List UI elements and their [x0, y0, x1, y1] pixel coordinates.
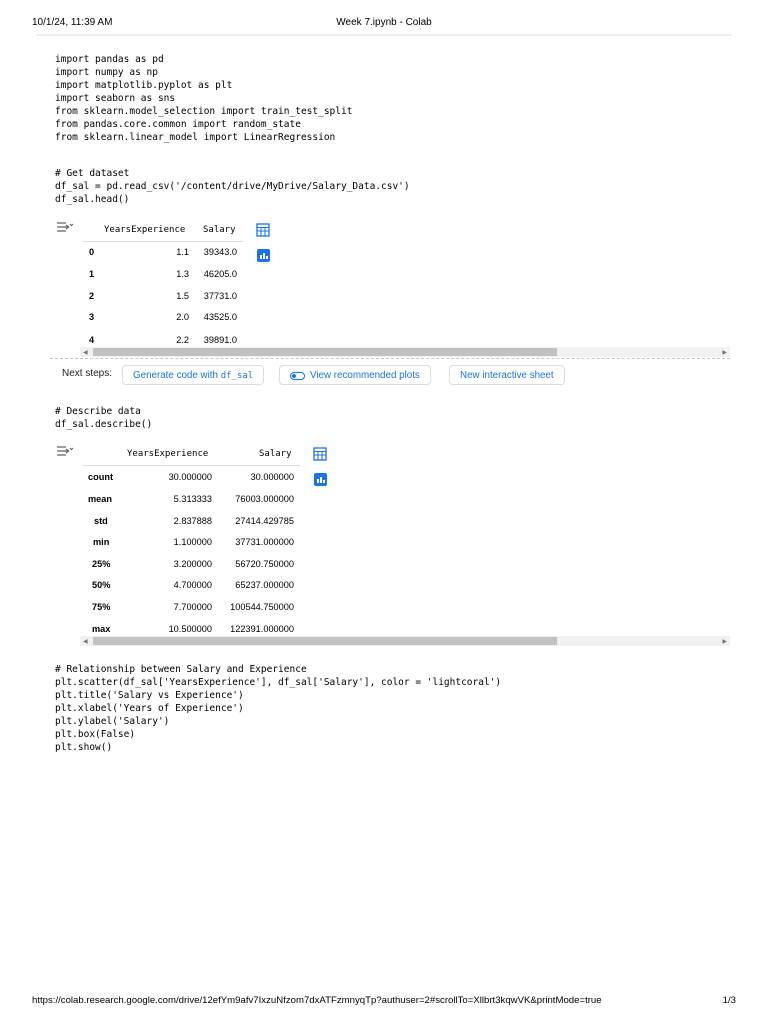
row-index: 50%	[92, 580, 111, 590]
code-line: df_sal.describe()	[55, 419, 153, 430]
cell-salary: 122391.000000	[230, 624, 294, 634]
column-header: YearsExperience	[104, 225, 186, 235]
cell-years: 30.000000	[168, 472, 212, 482]
cell-years: 10.500000	[168, 624, 212, 634]
row-index: std	[94, 516, 108, 526]
cell-salary: 37731.000000	[235, 537, 294, 547]
cell-salary: 37731.0	[203, 291, 237, 301]
convert-to-table-icon[interactable]	[313, 447, 327, 461]
code-line: plt.scatter(df_sal['YearsExperience'], df_sal['Salary'], color = 'lightcoral')	[55, 677, 502, 688]
row-index: min	[93, 537, 110, 547]
code-cell-imports[interactable]	[55, 53, 352, 144]
code-cell-scatter-plot[interactable]	[55, 663, 501, 754]
cell-years: 2.837888	[173, 516, 212, 526]
code-line: # Relationship between Salary and Experience	[55, 664, 307, 675]
suggest-charts-icon[interactable]	[314, 473, 327, 486]
cell-years: 4.700000	[173, 580, 212, 590]
cell-years: 5.313333	[173, 494, 212, 504]
cell-years: 1.100000	[173, 537, 212, 547]
code-line: from sklearn.linear_model import LinearRegression	[55, 132, 336, 143]
row-index: 25%	[92, 559, 111, 569]
cell-years: 7.700000	[173, 602, 212, 612]
page-number: 1/3	[722, 995, 736, 1006]
print-footer	[32, 995, 736, 1009]
interactive-sheet-label: New interactive sheet	[460, 370, 554, 381]
cell-years: 3.200000	[173, 559, 212, 569]
page-title: Week 7.ipynb - Colab	[336, 17, 432, 28]
header-divider	[83, 241, 243, 242]
row-index: mean	[88, 494, 113, 504]
suggest-charts-icon[interactable]	[257, 249, 270, 262]
row-index: 0	[89, 247, 95, 257]
row-index: count	[88, 472, 114, 482]
code-line: import seaborn as sns	[55, 93, 176, 104]
code-line: df_sal = pd.read_csv('/content/drive/MyDrive/Salary_Data.csv')	[55, 181, 410, 192]
code-line: import numpy as np	[55, 67, 158, 78]
row-index: 4	[89, 335, 95, 345]
horizontal-scrollbar[interactable]: ◀ ▶	[80, 636, 730, 646]
new-interactive-sheet-button[interactable]	[449, 365, 565, 385]
view-recommended-plots-button[interactable]	[279, 365, 431, 385]
cell-salary: 39891.0	[203, 335, 237, 345]
recommended-plots-label: View recommended plots	[310, 370, 420, 381]
cell-separator	[50, 358, 730, 359]
row-index: 75%	[92, 602, 111, 612]
code-line: from sklearn.model_selection import train_test_split	[55, 106, 353, 117]
page-url: https://colab.research.google.com/drive/12efYm9afv7IxzuNfzom7dxATFzmnyqTp?authuser=2#scrollTo=Xllbrt3kqwVK&printMode=true	[32, 995, 602, 1006]
column-header: Salary	[259, 449, 292, 459]
code-cell-get-dataset[interactable]	[55, 167, 410, 206]
print-datetime: 10/1/24, 11:39 AM	[32, 17, 113, 28]
cell-years: 1.3	[176, 269, 189, 279]
scrollbar-thumb[interactable]	[93, 348, 557, 356]
cell-salary: 100544.750000	[230, 602, 294, 612]
generate-code-button[interactable]	[122, 365, 264, 385]
cell-salary: 43525.0	[203, 312, 237, 322]
code-line: df_sal.head()	[55, 194, 130, 205]
cell-salary: 46205.0	[203, 269, 237, 279]
row-index: max	[92, 624, 111, 634]
code-line: # Get dataset	[55, 168, 130, 179]
cell-salary: 27414.429785	[235, 516, 294, 526]
cell-years: 2.0	[176, 312, 189, 322]
header-divider	[83, 465, 300, 466]
code-line: plt.show()	[55, 742, 113, 753]
cell-salary: 76003.000000	[235, 494, 294, 504]
code-line: from pandas.core.common import random_state	[55, 119, 301, 130]
print-header	[32, 17, 736, 31]
code-cell-describe[interactable]	[55, 405, 152, 431]
code-line: plt.box(False)	[55, 729, 136, 740]
row-index: 3	[89, 312, 95, 322]
convert-to-table-icon[interactable]	[256, 223, 270, 237]
cell-salary: 39343.0	[203, 247, 237, 257]
cell-years: 1.1	[176, 247, 189, 257]
cell-salary: 30.000000	[250, 472, 294, 482]
code-line: import pandas as pd	[55, 54, 164, 65]
generate-code-variable: df_sal	[220, 371, 254, 381]
row-index: 1	[89, 269, 95, 279]
code-line: plt.xlabel('Years of Experience')	[55, 703, 244, 714]
cell-years: 2.2	[176, 335, 189, 345]
code-line: import matplotlib.pyplot as plt	[55, 80, 233, 91]
column-header: YearsExperience	[127, 449, 209, 459]
code-line: plt.title('Salary vs Experience')	[55, 690, 244, 701]
cell-years: 1.5	[176, 291, 189, 301]
cell-salary: 65237.000000	[235, 580, 294, 590]
output-toggle-icon[interactable]	[56, 445, 74, 457]
header-divider	[36, 34, 732, 36]
horizontal-scrollbar[interactable]: ◀ ▶	[80, 347, 730, 357]
column-header: Salary	[203, 225, 236, 235]
code-line: # Describe data	[55, 406, 141, 417]
toggle-icon	[290, 372, 305, 380]
next-steps-label: Next steps:	[62, 368, 113, 379]
output-toggle-icon[interactable]	[56, 221, 74, 233]
cell-salary: 56720.750000	[235, 559, 294, 569]
generate-code-label: Generate code with	[133, 370, 221, 381]
code-line: plt.ylabel('Salary')	[55, 716, 170, 727]
row-index: 2	[89, 291, 95, 301]
scrollbar-thumb[interactable]	[93, 637, 557, 645]
